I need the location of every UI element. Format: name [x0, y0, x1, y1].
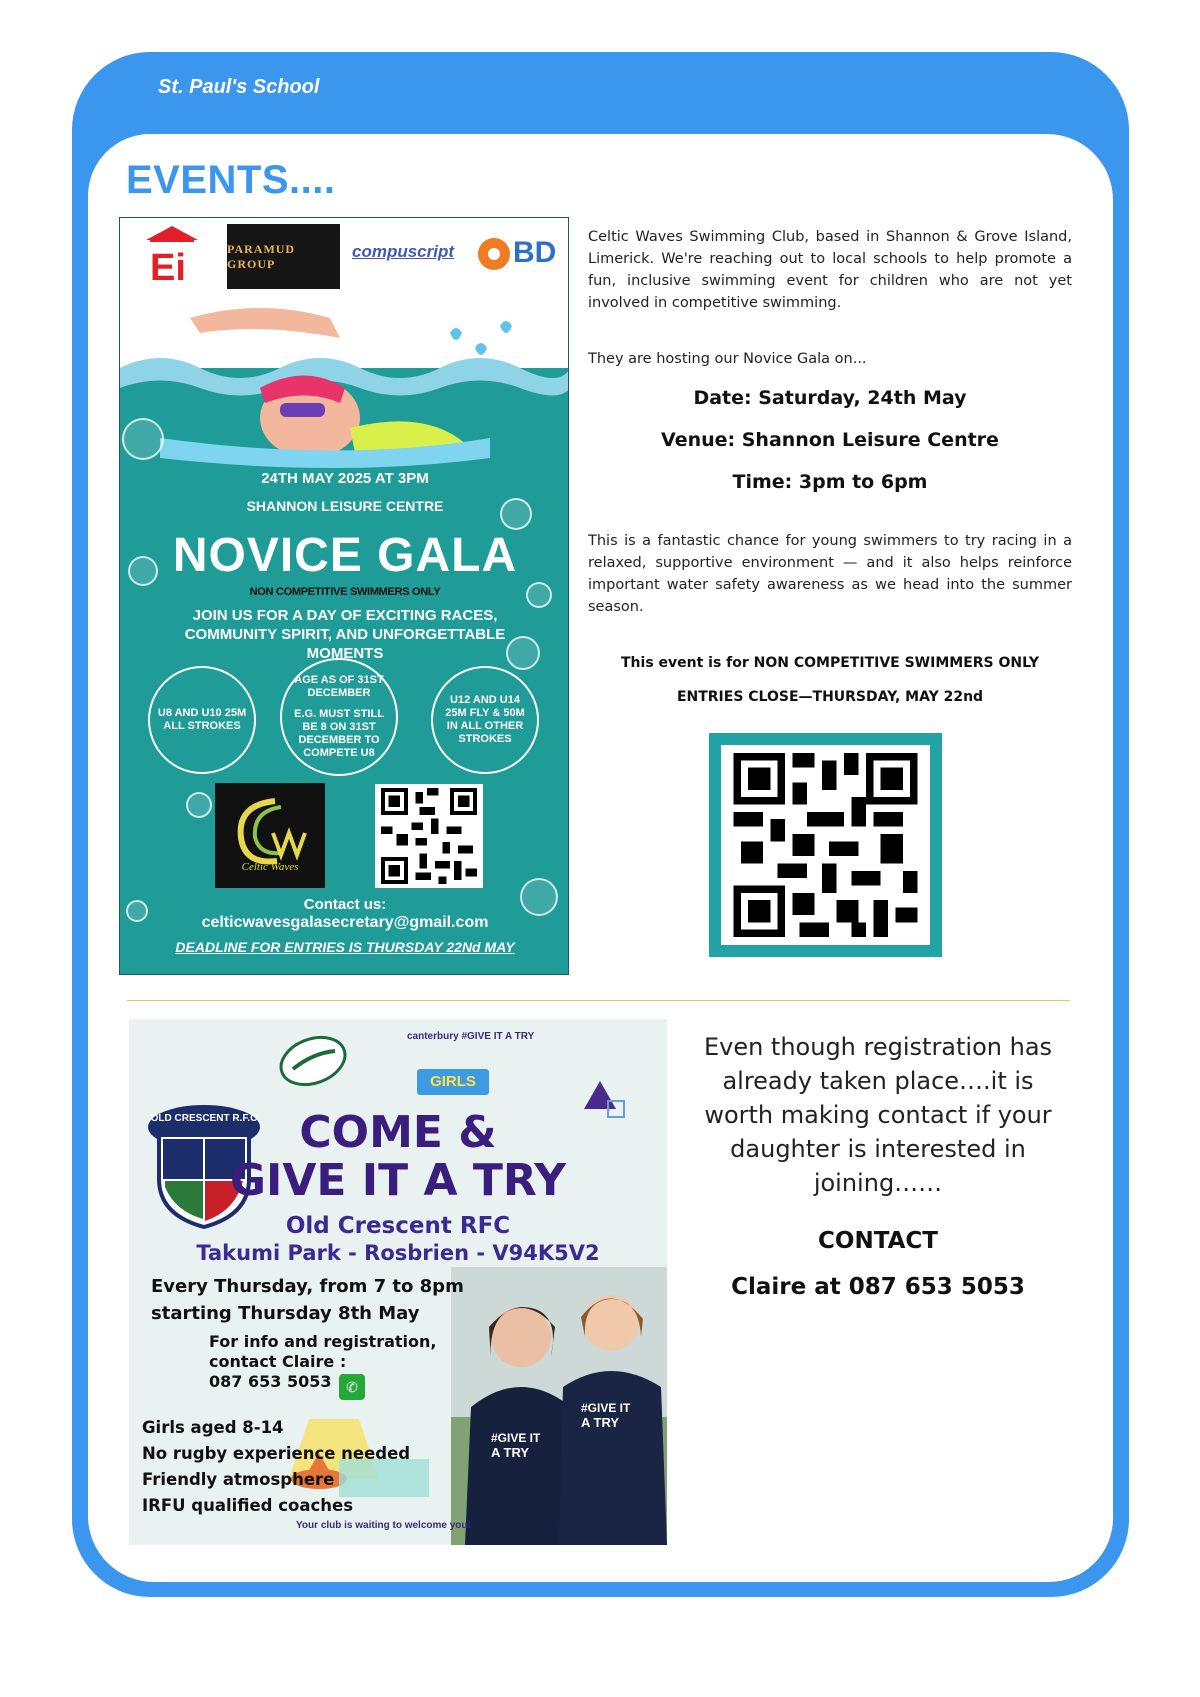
svg-text:A TRY: A TRY — [581, 1415, 620, 1430]
rugby-info-line: For info and registration, — [209, 1332, 437, 1351]
rugby-club-address: Takumi Park - Rosbrien - V94K5V2 — [196, 1241, 600, 1265]
svg-text:#GIVE IT: #GIVE IT — [581, 1401, 631, 1415]
poster-venue: SHANNON LEISURE CENTRE — [246, 498, 444, 514]
rugby-poster — [129, 1019, 667, 1545]
compuscript-logo: compuscript — [352, 242, 455, 261]
rugby-club-name: Old Crescent RFC — [285, 1213, 511, 1239]
celtic-waves-label: Celtic Waves — [241, 861, 299, 873]
school-name: St. Paul's School — [158, 76, 320, 98]
rugby-welcome: Your club is waiting to welcome you! — [296, 1520, 471, 1531]
svg-text:#GIVE IT: #GIVE IT — [491, 1431, 541, 1445]
rugby-schedule: Every Thursday, from 7 to 8pm — [151, 1276, 464, 1297]
rugby-info — [209, 1332, 436, 1392]
bullet-item: No rugby experience needed — [142, 1444, 411, 1463]
swimmer-illustration — [140, 278, 569, 478]
contact-heading: CONTACT — [818, 1228, 938, 1254]
gala-time: Time: 3pm to 6pm — [732, 471, 928, 493]
gala-date: Date: Saturday, 24th May — [693, 387, 967, 409]
bullet-item: Girls aged 8-14 — [142, 1418, 284, 1437]
poster-email[interactable]: celticwavesgalasecretary@gmail.com — [201, 914, 489, 931]
canterbury-brand: canterbury #GIVE IT A TRY — [407, 1031, 535, 1042]
bubble — [186, 792, 212, 818]
registration-note: Even though registration has already taken place….it is worth making contact if your daughter is interested in joining…… — [703, 1033, 1053, 1197]
bubble — [122, 418, 164, 460]
whatsapp-icon[interactable]: ✆ — [339, 1374, 365, 1400]
swim-hosting: They are hosting our Novice Gala on... — [588, 351, 867, 367]
gala-venue: Venue: Shannon Leisure Centre — [661, 429, 999, 451]
entries-close-notice: ENTRIES CLOSE—THURSDAY, MAY 22nd — [676, 689, 984, 705]
ei-logo-icon — [142, 224, 202, 286]
celtic-waves-logo — [215, 783, 325, 888]
svg-text:A TRY: A TRY — [491, 1445, 530, 1460]
qr-code-icon — [729, 753, 922, 937]
svg-text:Ei: Ei — [150, 247, 186, 286]
poster-subtitle: NON COMPETITIVE SWIMMERS ONLY — [249, 586, 441, 598]
swim-intro: Celtic Waves Swimming Club, based in Shannon & Grove Island, Limerick. We're reaching out to local schools to help promote a fun, inclusive swimming event for children who are not yet involved in competitive swimming. — [588, 229, 1072, 311]
age-rule-example: E.G. MUST STILL BE 8 ON 31ST DECEMBER TO COMPETE U8 — [294, 708, 384, 759]
rugby-title-line2: GIVE IT A TRY — [229, 1155, 567, 1206]
bullet-item: IRFU qualified coaches — [142, 1496, 354, 1515]
rugby-bullet-list — [142, 1415, 410, 1519]
poster-deadline: DEADLINE FOR ENTRIES IS THURSDAY 22Nd MAY — [175, 939, 515, 955]
age-group-circle: U12 AND U14 25M FLY & 50M IN ALL OTHER STROKES — [431, 666, 539, 774]
age-group-circle: U8 AND U10 25M ALL STROKES — [148, 666, 256, 774]
poster-join-text: JOIN US FOR A DAY OF EXCITING RACES, COMMUNITY SPIRIT, AND UNFORGETTABLE MOMENTS — [184, 607, 506, 662]
paramud-logo: PARAMUD GROUP — [227, 224, 340, 289]
novice-gala-poster — [119, 217, 569, 975]
rugby-info-line: contact Claire : — [209, 1352, 347, 1371]
rugby-title-line1: COME & — [299, 1107, 497, 1158]
poster-date: 24TH MAY 2025 AT 3PM — [261, 470, 429, 487]
age-rule-heading: AGE AS OF 31ST DECEMBER — [294, 674, 384, 699]
non-competitive-notice: This event is for NON COMPETITIVE SWIMMERS ONLY — [621, 655, 1039, 671]
poster-qr-code[interactable] — [375, 784, 483, 888]
poster-title: NOVICE GALA — [172, 529, 518, 582]
entry-qr-code[interactable] — [709, 733, 942, 957]
section-divider — [127, 1000, 1070, 1001]
bullet-item: Friendly atmosphere — [142, 1470, 335, 1489]
section-title: EVENTS.... — [126, 158, 336, 202]
crest-label: OLD CRESCENT R.F.C — [150, 1113, 258, 1124]
players-photo — [451, 1267, 667, 1545]
poster-contact-label: Contact us: — [303, 896, 387, 913]
bd-logo-text: BD — [513, 236, 557, 269]
qr-code-icon — [379, 788, 479, 884]
swim-chance: This is a fantastic chance for young swimmers to try racing in a relaxed, supportive environment — and it also helps reinforce important water safety awareness as we head into the summer season. — [588, 533, 1072, 615]
rugby-start-date: starting Thursday 8th May — [151, 1303, 420, 1324]
rugby-phone[interactable]: 087 653 5053 — [209, 1372, 332, 1391]
contact-line: Claire at 087 653 5053 — [731, 1274, 1025, 1300]
rugby-ball-icon — [277, 1033, 349, 1089]
girls-badge: GIRLS — [417, 1069, 489, 1095]
age-rule-circle — [280, 658, 398, 776]
